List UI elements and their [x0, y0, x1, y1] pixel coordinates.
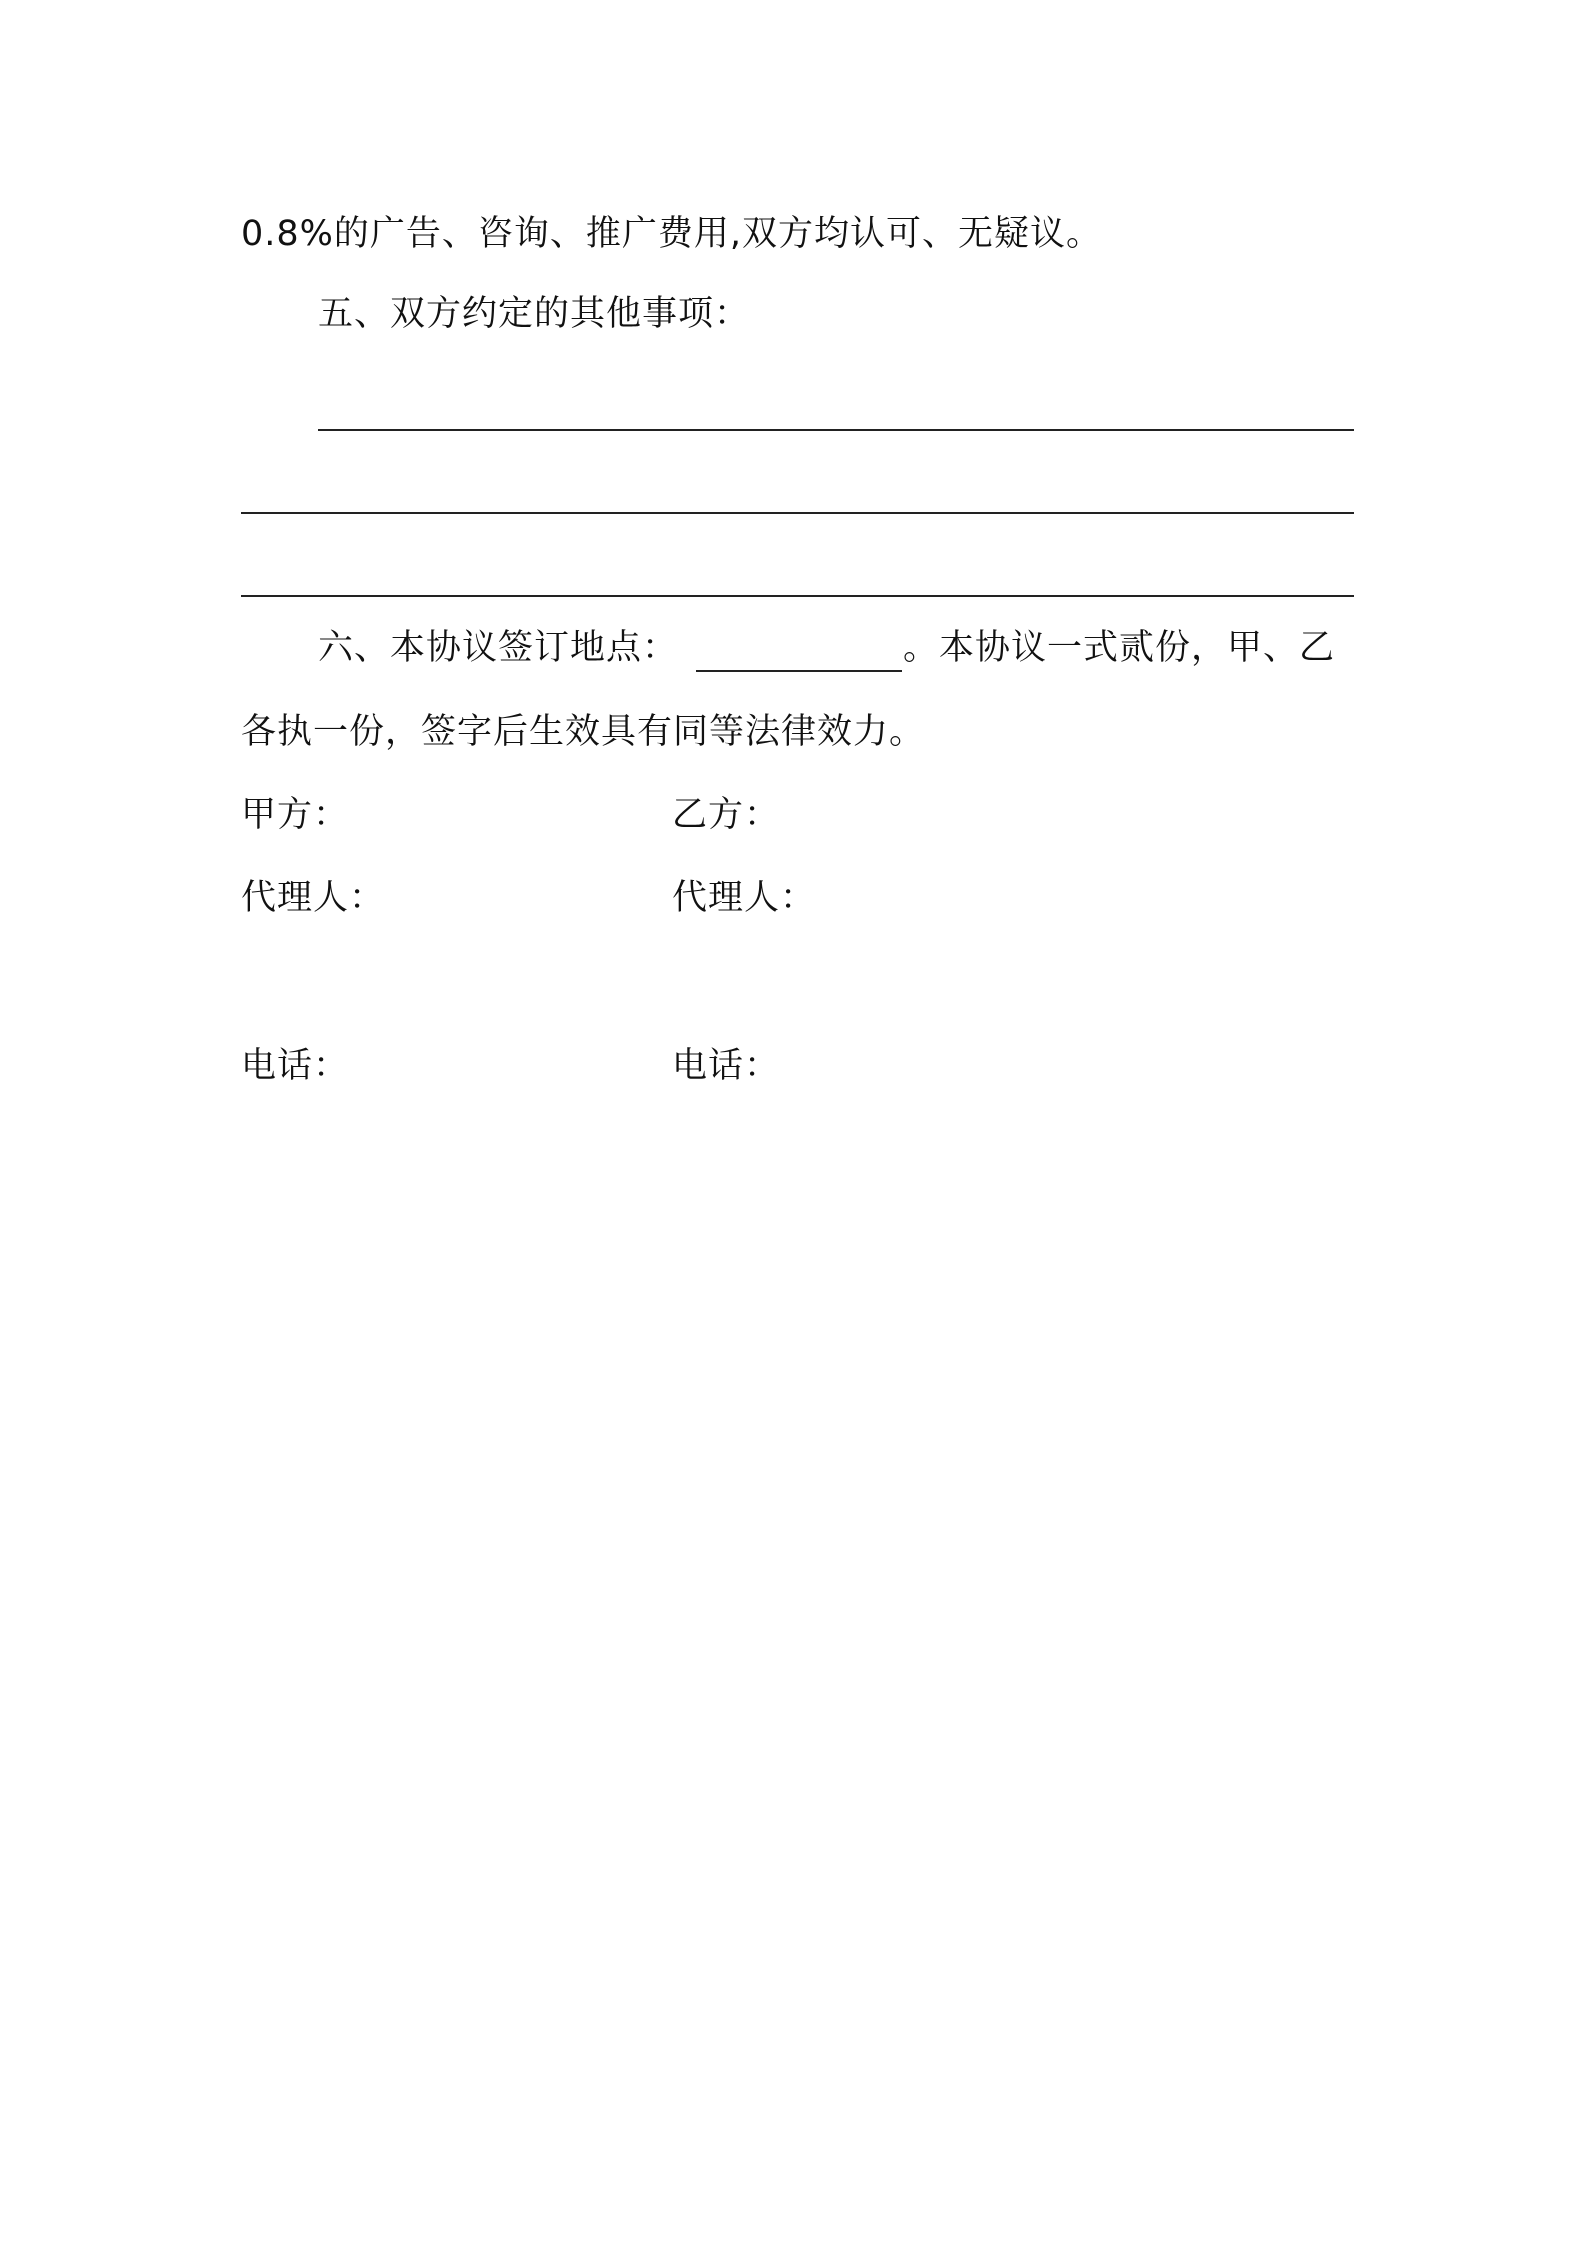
- section-six-text-part2: 。本协议一式贰份，甲、乙: [903, 628, 1336, 668]
- phone-b-label: 电话：: [672, 1046, 781, 1086]
- continuation-line: 0.8%的广告、咨询、推广费用,双方均认可、无疑议。: [241, 214, 1103, 254]
- section-six-text-part1: 六、本协议签订地点：: [318, 628, 679, 668]
- signing-location-blank: [696, 670, 902, 672]
- phone-a-label: 电话：: [241, 1046, 350, 1086]
- party-b-label: 乙方：: [672, 795, 781, 835]
- blank-line-3: [241, 595, 1354, 597]
- agent-a-label: 代理人：: [241, 878, 386, 918]
- agent-b-label: 代理人：: [672, 878, 817, 918]
- blank-line-2: [241, 512, 1354, 514]
- blank-line-1: [318, 429, 1354, 431]
- section-six-text-line2: 各执一份，签字后生效具有同等法律效力。: [241, 712, 926, 752]
- section-five-heading: 五、双方约定的其他事项：: [318, 294, 751, 334]
- party-a-label: 甲方：: [241, 795, 350, 835]
